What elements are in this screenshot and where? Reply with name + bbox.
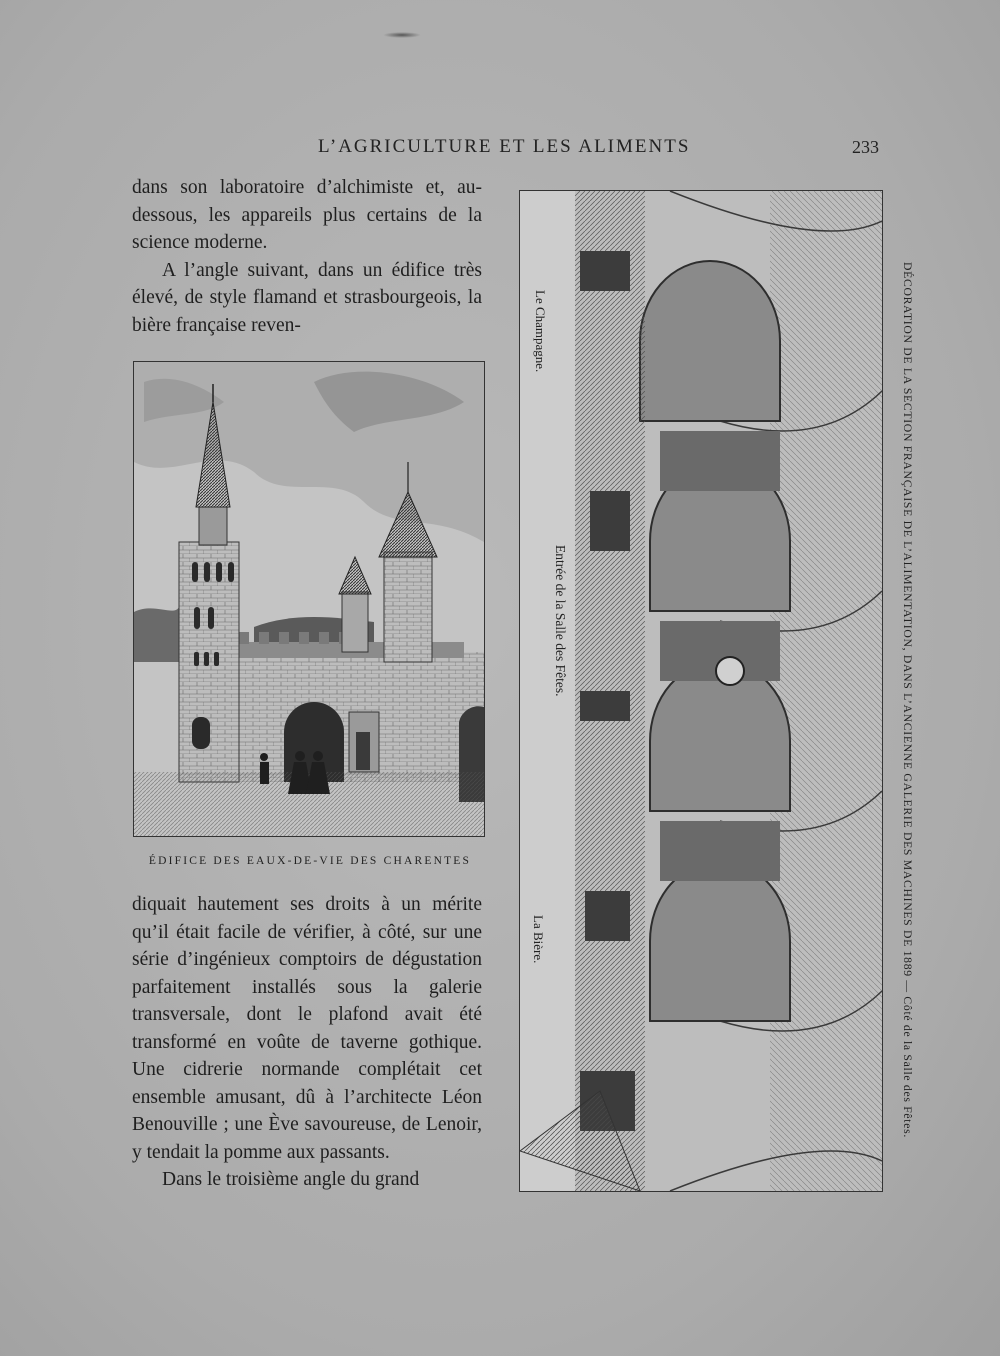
plate-caption: DÉCORATION DE LA SECTION FRANÇAISE DE L’ALIMENTATION, DANS L’ANCIENNE GALERIE DES MACHINES DE 1889 — Côté de la Salle des Fêtes. [901, 262, 914, 1138]
paragraph: diquait hautement ses droits à un mérite qu’il était facile de vérifier, à côté, sur une série d’ingénieux comptoirs de dégustation parfaitement installés sous la galerie transversale, dont le plafond avait été transformé en voûte de taverne gothique. Une cidrerie normande complétait cet ensemble amusant, dû à l’architecte Léon Benouville ; une Ève savoureuse, de Lenoir, y tendait la pomme aux passants. [132, 894, 482, 1163]
figure-caption: ÉDIFICE DES EAUX-DE-VIE DES CHARENTES [148, 855, 472, 867]
text-column-top [132, 174, 482, 339]
engraving-charentes-building [133, 361, 485, 837]
paragraph: Dans le troisième angle du grand [162, 1169, 420, 1190]
engraving-galerie-des-machines [519, 190, 883, 1192]
page-number: 233 [852, 137, 879, 157]
running-title: L’AGRICULTURE ET LES ALIMENTS [318, 136, 691, 157]
paragraph: dans son laboratoire d’alchimiste et, au-dessous, les appareils plus certains de la science moderne. [132, 177, 482, 253]
paragraph: A l’angle suivant, dans un édifice très élevé, de style flamand et strasbourgeois, la bière française reven- [132, 259, 482, 336]
plate-label-champagne: Le Champagne. [533, 290, 548, 373]
plate-label-entree: Entrée de la Salle des Fêtes. [553, 545, 568, 697]
text-column-bottom [132, 891, 482, 1194]
plate-label-biere: La Bière. [531, 915, 546, 964]
ink-smudge [383, 32, 421, 38]
